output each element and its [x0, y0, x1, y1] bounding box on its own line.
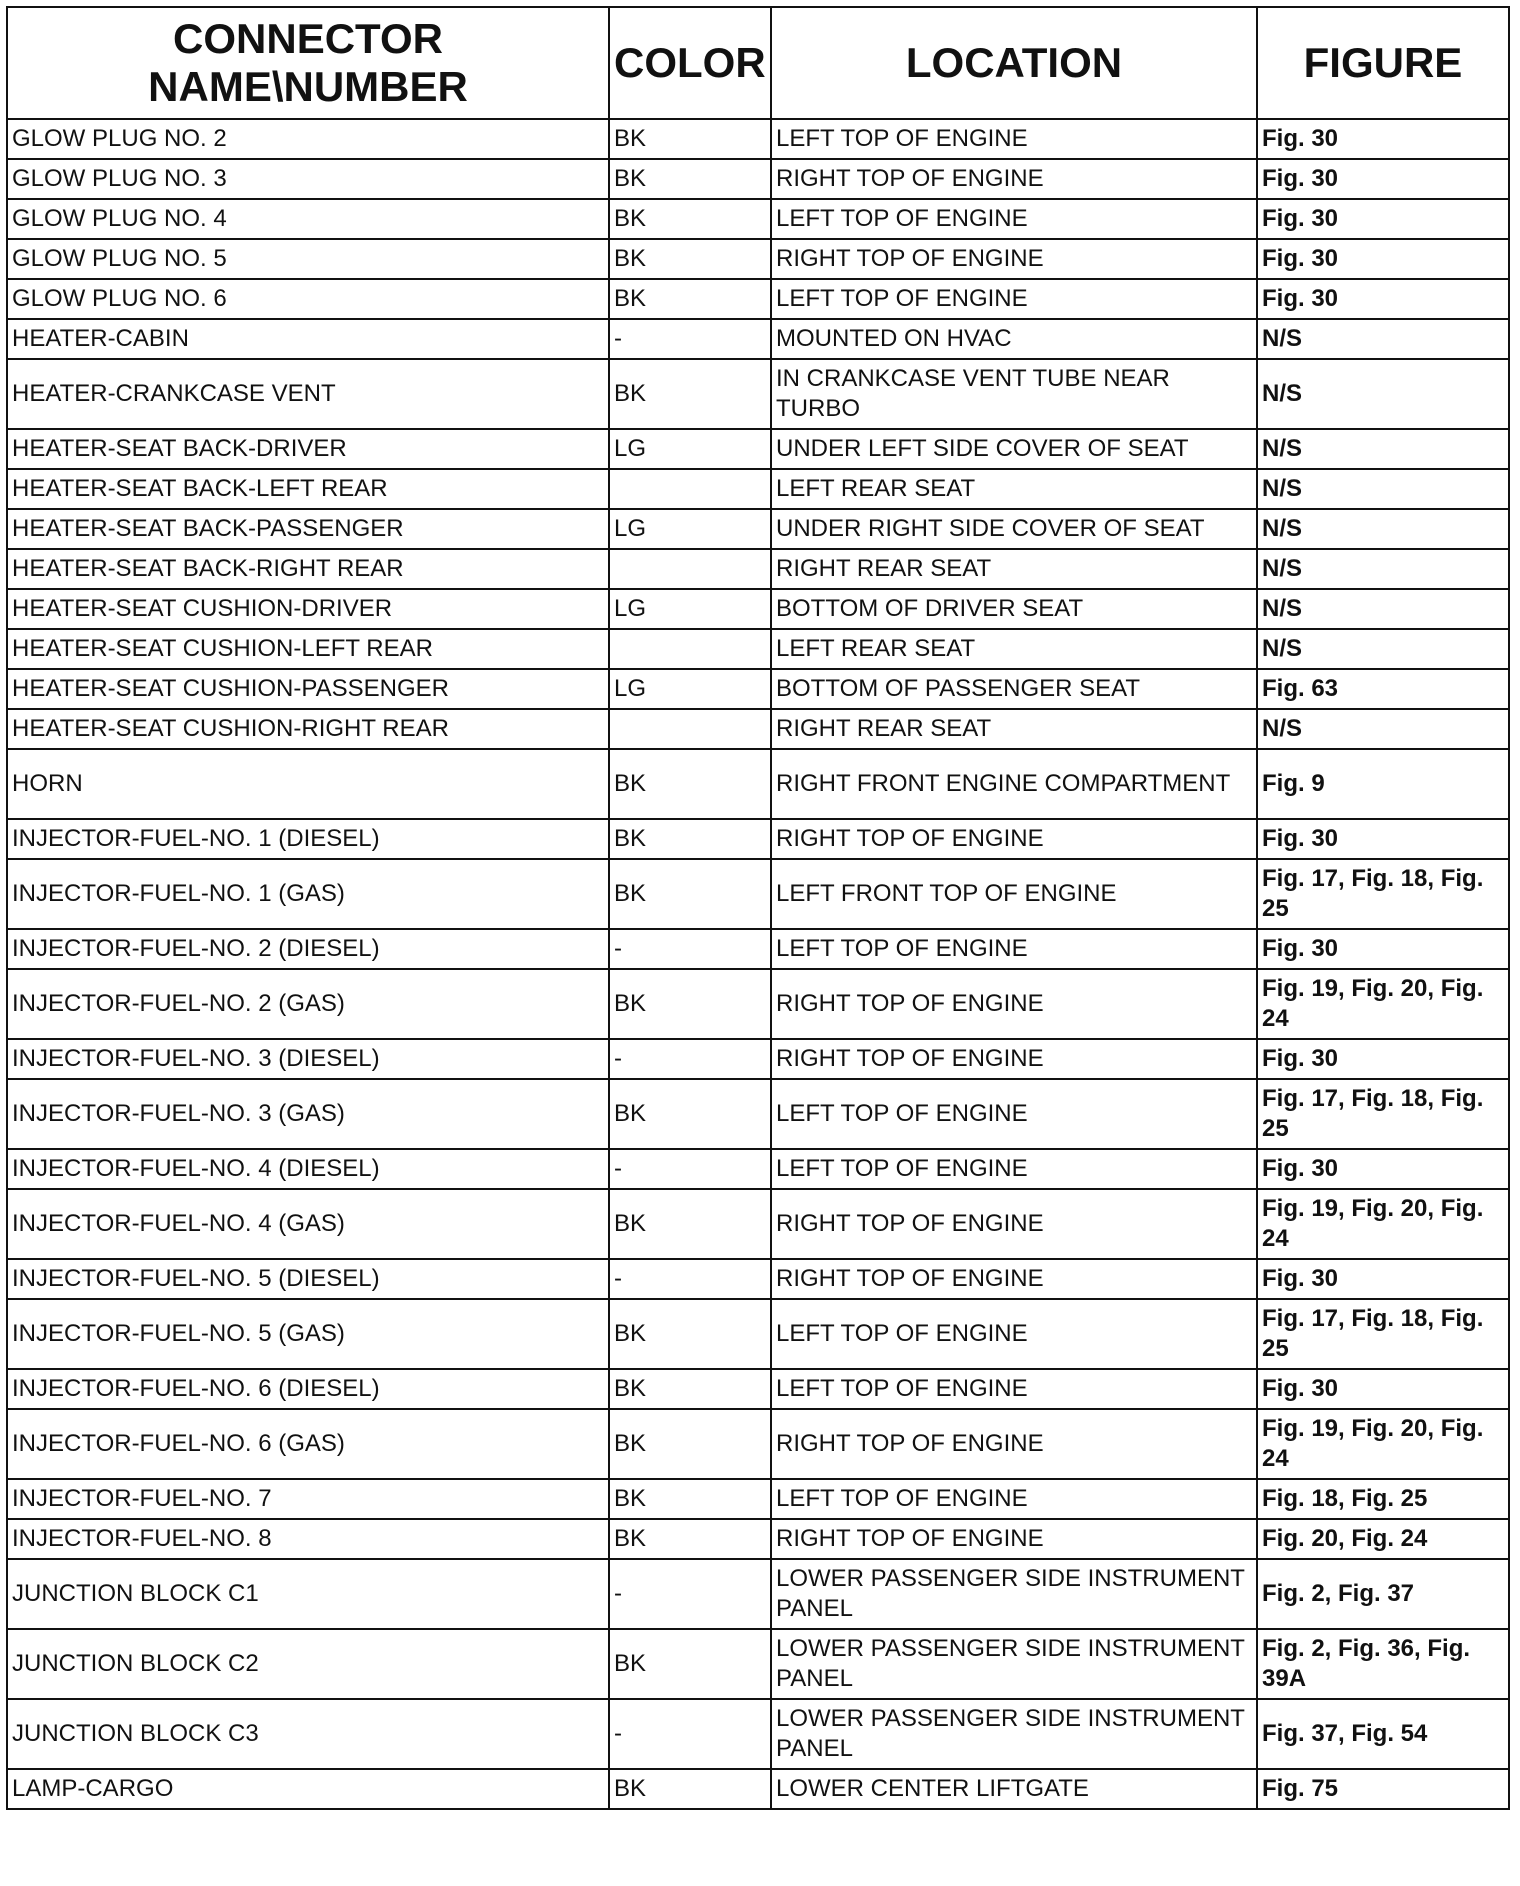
cell-location: RIGHT TOP OF ENGINE [771, 1519, 1257, 1559]
cell-connector-name: HEATER-SEAT CUSHION-DRIVER [7, 589, 609, 629]
table-header [7, 7, 1509, 119]
table-row [7, 1559, 1509, 1629]
table-row [7, 709, 1509, 749]
cell-location: LEFT TOP OF ENGINE [771, 929, 1257, 969]
cell-location: IN CRANKCASE VENT TUBE NEAR TURBO [771, 359, 1257, 429]
table-row [7, 239, 1509, 279]
table-row [7, 1039, 1509, 1079]
cell-connector-name: JUNCTION BLOCK C2 [7, 1629, 609, 1699]
cell-figure: Fig. 17, Fig. 18, Fig. 25 [1257, 859, 1509, 929]
cell-color: LG [609, 669, 771, 709]
cell-color: - [609, 1259, 771, 1299]
cell-connector-name: HEATER-SEAT CUSHION-LEFT REAR [7, 629, 609, 669]
table-row [7, 1629, 1509, 1699]
table-row [7, 1479, 1509, 1519]
cell-location: RIGHT REAR SEAT [771, 549, 1257, 589]
cell-location: LEFT TOP OF ENGINE [771, 1149, 1257, 1189]
cell-color: BK [609, 1409, 771, 1479]
cell-figure: N/S [1257, 469, 1509, 509]
table-row [7, 969, 1509, 1039]
cell-color: BK [609, 819, 771, 859]
table-row [7, 1149, 1509, 1189]
table-row [7, 469, 1509, 509]
table-row [7, 669, 1509, 709]
cell-connector-name: INJECTOR-FUEL-NO. 5 (DIESEL) [7, 1259, 609, 1299]
cell-connector-name: INJECTOR-FUEL-NO. 2 (GAS) [7, 969, 609, 1039]
cell-location: LEFT TOP OF ENGINE [771, 119, 1257, 159]
table-row [7, 1519, 1509, 1559]
cell-color: BK [609, 119, 771, 159]
cell-color: BK [609, 1369, 771, 1409]
table-row [7, 1699, 1509, 1769]
cell-connector-name: INJECTOR-FUEL-NO. 7 [7, 1479, 609, 1519]
cell-figure: Fig. 30 [1257, 1149, 1509, 1189]
cell-connector-name: GLOW PLUG NO. 2 [7, 119, 609, 159]
table-body [7, 119, 1509, 1809]
cell-location: LEFT REAR SEAT [771, 629, 1257, 669]
cell-location: RIGHT TOP OF ENGINE [771, 239, 1257, 279]
cell-location: RIGHT FRONT ENGINE COMPARTMENT [771, 749, 1257, 819]
table-row [7, 509, 1509, 549]
cell-connector-name: LAMP-CARGO [7, 1769, 609, 1809]
cell-connector-name: INJECTOR-FUEL-NO. 6 (GAS) [7, 1409, 609, 1479]
cell-location: RIGHT TOP OF ENGINE [771, 969, 1257, 1039]
header-figure: FIGURE [1257, 7, 1509, 119]
cell-color: BK [609, 239, 771, 279]
cell-figure: Fig. 19, Fig. 20, Fig. 24 [1257, 1409, 1509, 1479]
cell-figure: N/S [1257, 629, 1509, 669]
table-row [7, 549, 1509, 589]
cell-location: LOWER CENTER LIFTGATE [771, 1769, 1257, 1809]
cell-connector-name: INJECTOR-FUEL-NO. 4 (DIESEL) [7, 1149, 609, 1189]
cell-color: BK [609, 1299, 771, 1369]
cell-color: - [609, 1039, 771, 1079]
cell-figure: N/S [1257, 429, 1509, 469]
cell-connector-name: JUNCTION BLOCK C3 [7, 1699, 609, 1769]
table-row [7, 1409, 1509, 1479]
cell-location: RIGHT TOP OF ENGINE [771, 1189, 1257, 1259]
cell-figure: Fig. 17, Fig. 18, Fig. 25 [1257, 1299, 1509, 1369]
cell-color: - [609, 1699, 771, 1769]
cell-color [609, 469, 771, 509]
cell-connector-name: HEATER-SEAT BACK-LEFT REAR [7, 469, 609, 509]
cell-figure: Fig. 17, Fig. 18, Fig. 25 [1257, 1079, 1509, 1149]
cell-connector-name: INJECTOR-FUEL-NO. 8 [7, 1519, 609, 1559]
table-row [7, 749, 1509, 819]
table-row [7, 319, 1509, 359]
header-color: COLOR [609, 7, 771, 119]
table-row [7, 279, 1509, 319]
cell-color: - [609, 1149, 771, 1189]
cell-connector-name: HEATER-SEAT BACK-PASSENGER [7, 509, 609, 549]
cell-figure: Fig. 75 [1257, 1769, 1509, 1809]
cell-figure: Fig. 30 [1257, 819, 1509, 859]
header-connector-name [7, 7, 609, 119]
cell-color: BK [609, 279, 771, 319]
cell-location: RIGHT TOP OF ENGINE [771, 159, 1257, 199]
cell-color: BK [609, 969, 771, 1039]
cell-connector-name: GLOW PLUG NO. 4 [7, 199, 609, 239]
cell-connector-name: INJECTOR-FUEL-NO. 1 (DIESEL) [7, 819, 609, 859]
cell-connector-name: GLOW PLUG NO. 6 [7, 279, 609, 319]
table-row [7, 359, 1509, 429]
cell-connector-name: INJECTOR-FUEL-NO. 3 (DIESEL) [7, 1039, 609, 1079]
cell-connector-name: INJECTOR-FUEL-NO. 1 (GAS) [7, 859, 609, 929]
cell-color: LG [609, 429, 771, 469]
cell-color: BK [609, 1079, 771, 1149]
cell-color [609, 549, 771, 589]
table-row [7, 1369, 1509, 1409]
cell-connector-name: INJECTOR-FUEL-NO. 6 (DIESEL) [7, 1369, 609, 1409]
cell-figure: Fig. 9 [1257, 749, 1509, 819]
table-row [7, 589, 1509, 629]
cell-connector-name: GLOW PLUG NO. 3 [7, 159, 609, 199]
cell-figure: N/S [1257, 549, 1509, 589]
cell-figure: Fig. 30 [1257, 279, 1509, 319]
cell-connector-name: HEATER-SEAT CUSHION-RIGHT REAR [7, 709, 609, 749]
cell-color: BK [609, 1769, 771, 1809]
cell-location: LEFT TOP OF ENGINE [771, 1299, 1257, 1369]
cell-connector-name: HEATER-SEAT CUSHION-PASSENGER [7, 669, 609, 709]
header-connector-line2: NAME\NUMBER [148, 63, 468, 110]
cell-connector-name: INJECTOR-FUEL-NO. 4 (GAS) [7, 1189, 609, 1259]
cell-connector-name: JUNCTION BLOCK C1 [7, 1559, 609, 1629]
cell-color: BK [609, 359, 771, 429]
cell-figure: Fig. 30 [1257, 239, 1509, 279]
table-row [7, 159, 1509, 199]
header-row [7, 7, 1509, 119]
cell-location: RIGHT TOP OF ENGINE [771, 819, 1257, 859]
cell-location: RIGHT TOP OF ENGINE [771, 1039, 1257, 1079]
cell-location: RIGHT TOP OF ENGINE [771, 1409, 1257, 1479]
cell-location: LEFT TOP OF ENGINE [771, 1479, 1257, 1519]
cell-figure: Fig. 30 [1257, 1039, 1509, 1079]
cell-figure: Fig. 2, Fig. 37 [1257, 1559, 1509, 1629]
cell-figure: Fig. 37, Fig. 54 [1257, 1699, 1509, 1769]
cell-figure: Fig. 18, Fig. 25 [1257, 1479, 1509, 1519]
cell-color: BK [609, 199, 771, 239]
header-connector-line1: CONNECTOR [173, 15, 443, 62]
cell-figure: Fig. 19, Fig. 20, Fig. 24 [1257, 1189, 1509, 1259]
table-row [7, 429, 1509, 469]
cell-figure: Fig. 19, Fig. 20, Fig. 24 [1257, 969, 1509, 1039]
cell-figure: Fig. 30 [1257, 199, 1509, 239]
cell-color: LG [609, 589, 771, 629]
cell-color: BK [609, 1479, 771, 1519]
cell-connector-name: INJECTOR-FUEL-NO. 3 (GAS) [7, 1079, 609, 1149]
cell-figure: Fig. 30 [1257, 159, 1509, 199]
cell-figure: Fig. 20, Fig. 24 [1257, 1519, 1509, 1559]
table-row [7, 1079, 1509, 1149]
cell-color [609, 629, 771, 669]
cell-figure: Fig. 30 [1257, 929, 1509, 969]
cell-color: BK [609, 859, 771, 929]
cell-connector-name: INJECTOR-FUEL-NO. 5 (GAS) [7, 1299, 609, 1369]
cell-connector-name: HORN [7, 749, 609, 819]
cell-location: RIGHT TOP OF ENGINE [771, 1259, 1257, 1299]
table-row [7, 629, 1509, 669]
cell-color [609, 709, 771, 749]
cell-connector-name: HEATER-CABIN [7, 319, 609, 359]
cell-figure: N/S [1257, 319, 1509, 359]
cell-color: - [609, 319, 771, 359]
cell-location: RIGHT REAR SEAT [771, 709, 1257, 749]
cell-location: LEFT REAR SEAT [771, 469, 1257, 509]
cell-connector-name: HEATER-SEAT BACK-DRIVER [7, 429, 609, 469]
cell-color: BK [609, 749, 771, 819]
cell-connector-name: HEATER-CRANKCASE VENT [7, 359, 609, 429]
cell-connector-name: INJECTOR-FUEL-NO. 2 (DIESEL) [7, 929, 609, 969]
cell-location: LEFT TOP OF ENGINE [771, 1369, 1257, 1409]
cell-location: BOTTOM OF DRIVER SEAT [771, 589, 1257, 629]
cell-figure: N/S [1257, 509, 1509, 549]
cell-location: LEFT TOP OF ENGINE [771, 199, 1257, 239]
cell-connector-name: HEATER-SEAT BACK-RIGHT REAR [7, 549, 609, 589]
table-row [7, 1259, 1509, 1299]
table-row [7, 1189, 1509, 1259]
table-row [7, 859, 1509, 929]
cell-figure: Fig. 30 [1257, 119, 1509, 159]
table-row [7, 1299, 1509, 1369]
cell-location: LEFT FRONT TOP OF ENGINE [771, 859, 1257, 929]
table-row [7, 119, 1509, 159]
table-row [7, 199, 1509, 239]
cell-color: BK [609, 1189, 771, 1259]
cell-location: MOUNTED ON HVAC [771, 319, 1257, 359]
cell-connector-name: GLOW PLUG NO. 5 [7, 239, 609, 279]
cell-figure: N/S [1257, 589, 1509, 629]
cell-location: LOWER PASSENGER SIDE INSTRUMENT PANEL [771, 1629, 1257, 1699]
cell-color: - [609, 929, 771, 969]
table-row [7, 819, 1509, 859]
cell-figure: N/S [1257, 359, 1509, 429]
cell-location: LOWER PASSENGER SIDE INSTRUMENT PANEL [771, 1559, 1257, 1629]
cell-color: - [609, 1559, 771, 1629]
cell-color: LG [609, 509, 771, 549]
cell-location: LEFT TOP OF ENGINE [771, 279, 1257, 319]
table-row [7, 1769, 1509, 1809]
cell-figure: Fig. 63 [1257, 669, 1509, 709]
cell-figure: Fig. 30 [1257, 1259, 1509, 1299]
cell-figure: N/S [1257, 709, 1509, 749]
cell-location: UNDER RIGHT SIDE COVER OF SEAT [771, 509, 1257, 549]
header-location: LOCATION [771, 7, 1257, 119]
cell-color: BK [609, 1629, 771, 1699]
cell-figure: Fig. 30 [1257, 1369, 1509, 1409]
cell-color: BK [609, 1519, 771, 1559]
cell-location: UNDER LEFT SIDE COVER OF SEAT [771, 429, 1257, 469]
cell-location: LOWER PASSENGER SIDE INSTRUMENT PANEL [771, 1699, 1257, 1769]
connector-table [6, 6, 1510, 1810]
cell-location: LEFT TOP OF ENGINE [771, 1079, 1257, 1149]
cell-color: BK [609, 159, 771, 199]
cell-location: BOTTOM OF PASSENGER SEAT [771, 669, 1257, 709]
table-row [7, 929, 1509, 969]
cell-figure: Fig. 2, Fig. 36, Fig. 39A [1257, 1629, 1509, 1699]
